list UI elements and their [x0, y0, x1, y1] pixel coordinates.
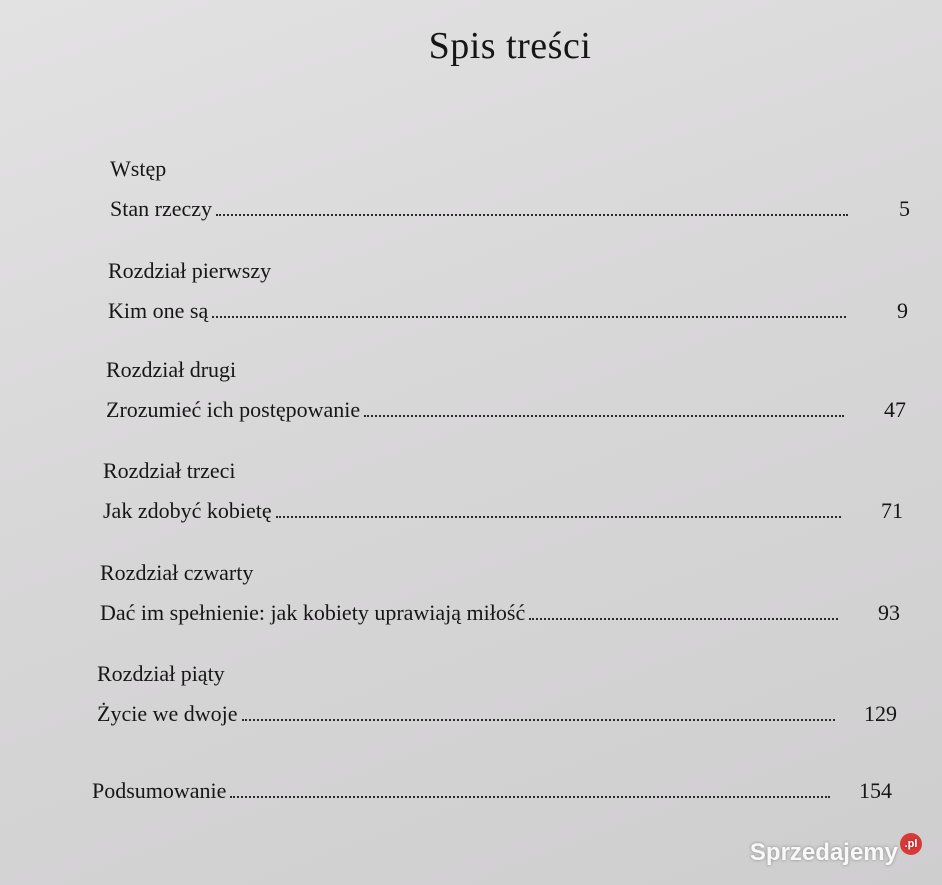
page-number: 5 — [899, 196, 910, 221]
chapter-heading: Rozdział pierwszy — [108, 258, 272, 283]
page-number: 47 — [884, 397, 906, 422]
chapter-title: Stan rzeczy — [110, 196, 212, 221]
toc-line — [97, 695, 897, 727]
chapter-title: Kim one są — [108, 298, 209, 323]
toc-entry — [106, 357, 906, 437]
toc-line — [106, 391, 906, 423]
page-number: 93 — [878, 600, 900, 625]
chapter-heading: Rozdział czwarty — [100, 560, 254, 585]
watermark-logo — [750, 839, 922, 867]
page-title: Spis treści — [428, 25, 592, 67]
dot-leader — [230, 796, 830, 798]
chapter-heading: Rozdział piąty — [97, 661, 225, 686]
chapter-heading: Rozdział trzeci — [103, 458, 236, 483]
toc-entry — [108, 258, 908, 338]
chapter-title: Podsumowanie — [92, 778, 227, 803]
dot-leader — [276, 516, 841, 518]
dot-leader — [364, 415, 844, 417]
chapter-title: Dać im spełnienie: jak kobiety uprawiają miłość — [100, 600, 526, 625]
watermark-text: Sprzedajemy — [749, 839, 898, 866]
dot-leader — [216, 214, 848, 216]
page-number: 9 — [897, 298, 908, 323]
toc-line — [92, 772, 892, 804]
chapter-title: Jak zdobyć kobietę — [103, 498, 272, 523]
toc-entry — [103, 458, 903, 538]
toc-entry — [92, 772, 892, 812]
chapter-heading: Rozdział drugi — [106, 357, 237, 382]
toc-line — [108, 292, 908, 324]
toc-entry — [100, 560, 900, 640]
page-number: 71 — [881, 498, 903, 523]
toc-line — [103, 492, 903, 524]
chapter-title: Życie we dwoje — [97, 701, 238, 726]
chapter-title: Zrozumieć ich postępowanie — [106, 397, 361, 422]
dot-leader — [529, 618, 838, 620]
toc-line — [100, 594, 900, 626]
dot-leader — [212, 316, 846, 318]
page-number: 154 — [859, 778, 892, 803]
dot-leader — [242, 719, 836, 721]
page-number: 129 — [864, 701, 897, 726]
chapter-heading: Wstęp — [110, 156, 167, 181]
toc-line — [110, 190, 910, 222]
toc-entry — [110, 156, 910, 236]
toc-entry — [97, 661, 897, 741]
watermark-badge: .pl — [900, 833, 922, 855]
